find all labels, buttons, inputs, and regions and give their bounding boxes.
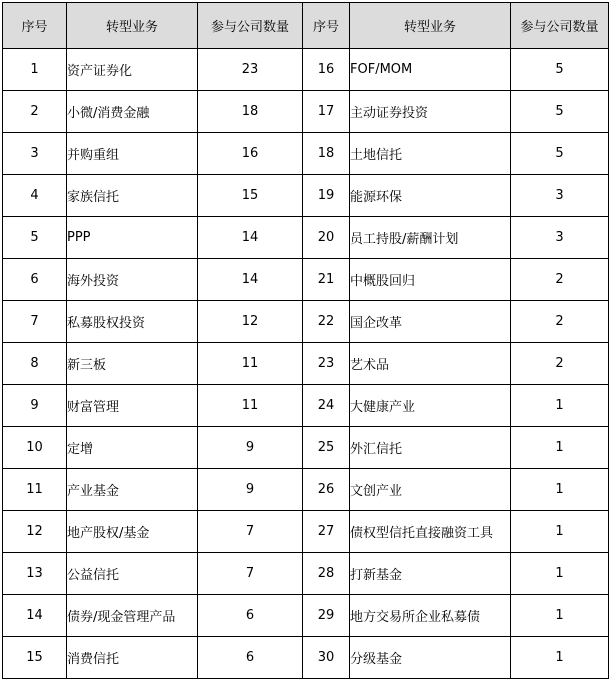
business-cell: 并购重组 (67, 133, 198, 175)
seq-cell: 2 (3, 91, 67, 133)
count-cell: 9 (198, 469, 303, 511)
table-row (3, 469, 609, 511)
header-count-left: 参与公司数量 (198, 3, 303, 49)
seq-cell: 26 (303, 469, 350, 511)
table-row (3, 427, 609, 469)
count-cell: 2 (511, 343, 609, 385)
count-cell: 14 (198, 259, 303, 301)
business-cell: 产业基金 (67, 469, 198, 511)
table-row (3, 259, 609, 301)
business-cell: 艺术品 (350, 343, 511, 385)
table-body (3, 49, 609, 679)
count-cell: 14 (198, 217, 303, 259)
seq-cell: 18 (303, 133, 350, 175)
header-business-right: 转型业务 (350, 3, 511, 49)
table-row (3, 637, 609, 679)
business-cell: 主动证券投资 (350, 91, 511, 133)
business-cell: 大健康产业 (350, 385, 511, 427)
seq-cell: 1 (3, 49, 67, 91)
table-row (3, 301, 609, 343)
table-row (3, 595, 609, 637)
count-cell: 1 (511, 385, 609, 427)
seq-cell: 4 (3, 175, 67, 217)
seq-cell: 17 (303, 91, 350, 133)
business-cell: FOF/MOM (350, 49, 511, 91)
business-cell: 打新基金 (350, 553, 511, 595)
count-cell: 6 (198, 637, 303, 679)
business-cell: 中概股回归 (350, 259, 511, 301)
seq-cell: 21 (303, 259, 350, 301)
count-cell: 1 (511, 637, 609, 679)
count-cell: 7 (198, 553, 303, 595)
table-row (3, 49, 609, 91)
header-count-right: 参与公司数量 (511, 3, 609, 49)
count-cell: 2 (511, 259, 609, 301)
seq-cell: 24 (303, 385, 350, 427)
seq-cell: 11 (3, 469, 67, 511)
seq-cell: 20 (303, 217, 350, 259)
seq-cell: 13 (3, 553, 67, 595)
seq-cell: 23 (303, 343, 350, 385)
transformation-business-table (2, 2, 609, 679)
header-row (3, 3, 609, 49)
business-cell: 能源环保 (350, 175, 511, 217)
seq-cell: 22 (303, 301, 350, 343)
business-cell: 地产股权/基金 (67, 511, 198, 553)
table-row (3, 133, 609, 175)
business-cell: 国企改革 (350, 301, 511, 343)
seq-cell: 14 (3, 595, 67, 637)
business-cell: 海外投资 (67, 259, 198, 301)
count-cell: 5 (511, 91, 609, 133)
seq-cell: 9 (3, 385, 67, 427)
business-cell: 外汇信托 (350, 427, 511, 469)
business-cell: 资产证券化 (67, 49, 198, 91)
business-cell: PPP (67, 217, 198, 259)
count-cell: 23 (198, 49, 303, 91)
table-row (3, 217, 609, 259)
table-row (3, 175, 609, 217)
business-cell: 消费信托 (67, 637, 198, 679)
business-cell: 分级基金 (350, 637, 511, 679)
seq-cell: 6 (3, 259, 67, 301)
header-seq-right: 序号 (303, 3, 350, 49)
seq-cell: 8 (3, 343, 67, 385)
seq-cell: 15 (3, 637, 67, 679)
business-cell: 定增 (67, 427, 198, 469)
count-cell: 3 (511, 217, 609, 259)
seq-cell: 25 (303, 427, 350, 469)
business-cell: 财富管理 (67, 385, 198, 427)
seq-cell: 12 (3, 511, 67, 553)
count-cell: 7 (198, 511, 303, 553)
seq-cell: 19 (303, 175, 350, 217)
business-cell: 私募股权投资 (67, 301, 198, 343)
business-cell: 新三板 (67, 343, 198, 385)
count-cell: 1 (511, 595, 609, 637)
table-row (3, 91, 609, 133)
business-cell: 家族信托 (67, 175, 198, 217)
count-cell: 6 (198, 595, 303, 637)
business-cell: 文创产业 (350, 469, 511, 511)
count-cell: 18 (198, 91, 303, 133)
header-seq-left: 序号 (3, 3, 67, 49)
count-cell: 5 (511, 133, 609, 175)
count-cell: 1 (511, 511, 609, 553)
count-cell: 3 (511, 175, 609, 217)
count-cell: 16 (198, 133, 303, 175)
seq-cell: 3 (3, 133, 67, 175)
seq-cell: 5 (3, 217, 67, 259)
seq-cell: 30 (303, 637, 350, 679)
count-cell: 1 (511, 427, 609, 469)
seq-cell: 28 (303, 553, 350, 595)
seq-cell: 27 (303, 511, 350, 553)
table-row (3, 343, 609, 385)
count-cell: 15 (198, 175, 303, 217)
business-cell: 债券/现金管理产品 (67, 595, 198, 637)
count-cell: 12 (198, 301, 303, 343)
business-cell: 小微/消费金融 (67, 91, 198, 133)
count-cell: 1 (511, 469, 609, 511)
count-cell: 2 (511, 301, 609, 343)
seq-cell: 10 (3, 427, 67, 469)
seq-cell: 7 (3, 301, 67, 343)
count-cell: 11 (198, 385, 303, 427)
business-cell: 土地信托 (350, 133, 511, 175)
seq-cell: 29 (303, 595, 350, 637)
count-cell: 9 (198, 427, 303, 469)
business-cell: 地方交易所企业私募债 (350, 595, 511, 637)
header-business-left: 转型业务 (67, 3, 198, 49)
table-row (3, 553, 609, 595)
count-cell: 1 (511, 553, 609, 595)
seq-cell: 16 (303, 49, 350, 91)
table-row (3, 511, 609, 553)
count-cell: 11 (198, 343, 303, 385)
business-cell: 债权型信托直接融资工具 (350, 511, 511, 553)
business-cell: 员工持股/薪酬计划 (350, 217, 511, 259)
business-cell: 公益信托 (67, 553, 198, 595)
count-cell: 5 (511, 49, 609, 91)
table-row (3, 385, 609, 427)
